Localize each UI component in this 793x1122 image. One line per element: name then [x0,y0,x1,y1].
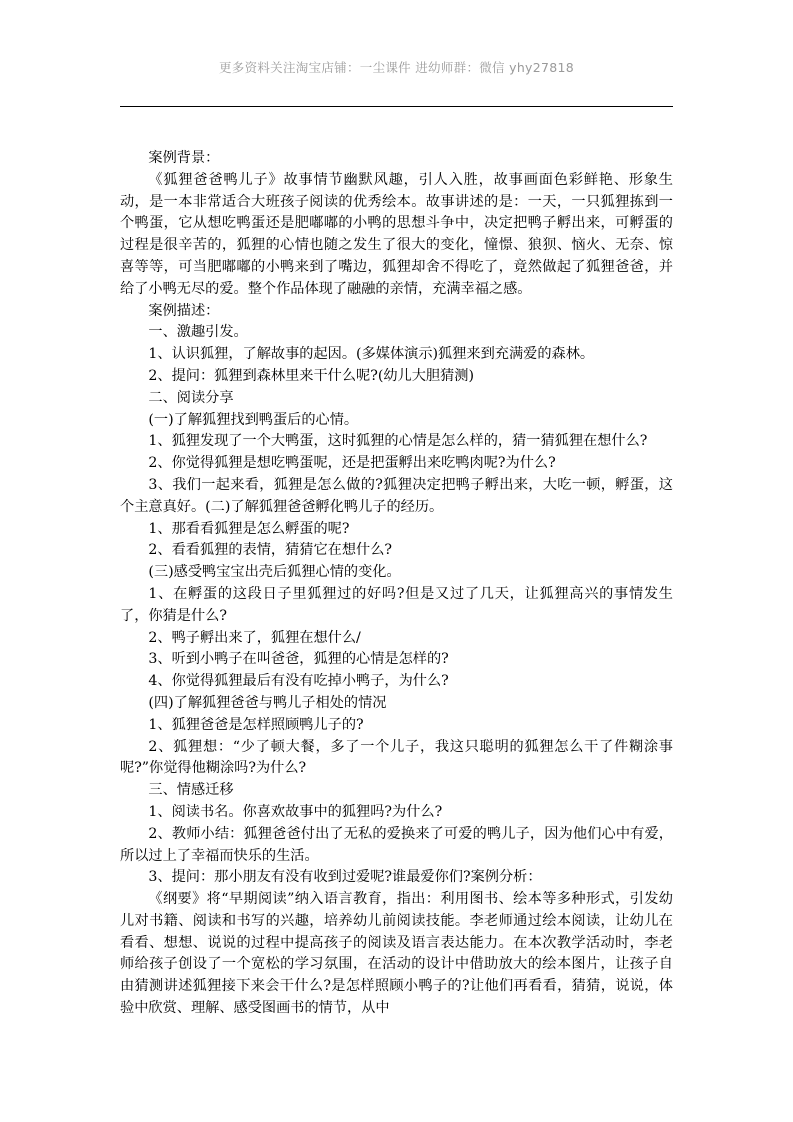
paragraph: 二、阅读分享 [148,389,234,406]
paragraph: 1、狐狸爸爸是怎样照顾鸭儿子的? [148,716,364,733]
header-divider [120,106,673,107]
paragraph: 《纲要》将“早期阅读”纳入语言教育，指出：利用图书、绘本等多种形式，引发幼儿对书籍、阅读和书写的兴趣，培养幼儿前阅读技能。李老师通过绘本阅读，让幼儿在看看、想想、说说的过程中提高孩子的阅读及语言表达能力。在本次教学活动时，李老师给孩子创设了一个宽松的学习氛围，在活动的设计中借助放大的绘本图片，让孩子自由猜测讲述狐狸接下来会干什么?是怎样照顾小鸭子的?让他们再看看，猜猜，说说，体验中欣赏、理解、感受图画书的情节，从中 [120,891,673,1017]
paragraph: 《狐狸爸爸鸭儿子》故事情节幽默风趣，引人入胜，故事画面色彩鲜艳、形象生动，是一本非常适合大班孩子阅读的优秀绘本。故事讲述的是：一天，一只狐狸拣到一个鸭蛋，它从想吃鸭蛋还是肥嘟嘟的小鸭的思想斗争中，决定把鸭子孵出来，可孵蛋的过程是很辛苦的，狐狸的心情也随之发生了很大的变化，憧憬、狼狈、恼火、无奈、惊喜等等，可当肥嘟嘟的小鸭来到了嘴边，狐狸却舍不得吃了，竟然做起了狐狸爸爸，并给了小鸭无尽的爱。整个作品体现了融融的亲情，充满幸福之感。 [120,171,673,297]
paragraph: 1、狐狸发现了一个大鸭蛋，这时狐狸的心情是怎么样的，猜一猜狐狸在想什么? [148,433,648,450]
paragraph: 三、情感迁移 [148,782,234,799]
paragraph: 2、鸭子孵出来了，狐狸在想什么/ [148,629,361,646]
paragraph: 一、激趣引发。 [148,324,248,341]
paragraph: 1、认识狐狸，了解故事的起因。(多媒体演示)狐狸来到充满爱的森林。 [148,346,595,363]
paragraph: 4、你觉得狐狸最后有没有吃掉小鸭子，为什么? [148,673,449,690]
paragraph: 2、教师小结：狐狸爸爸付出了无私的爱换来了可爱的鸭儿子，因为他们心中有爱，所以过上了幸福而快乐的生活。 [120,825,673,864]
page-header: 更多资料关注淘宝店铺：一尘课件 进幼师群：微信 yhy27818 [218,60,575,75]
paragraph: (四)了解狐狸爸爸与鸭儿子相处的情况 [148,694,387,711]
paragraph: 2、看看狐狸的表情，猜猜它在想什么? [148,542,393,559]
paragraph: (一)了解狐狸找到鸭蛋后的心情。 [148,411,359,428]
paragraph: 3、提问：那小朋友有没有收到过爱呢?谁最爱你们?案例分析： [148,869,542,886]
paragraph: (三)感受鸭宝宝出壳后狐狸心情的变化。 [148,564,401,581]
paragraph: 2、狐狸想：“少了顿大餐，多了一个儿子，我这只聪明的狐狸怎么干了件糊涂事呢?”你觉得他糊涂吗?为什么? [120,738,673,777]
paragraph: 2、你觉得狐狸是想吃鸭蛋呢，还是把蛋孵出来吃鸭肉呢?为什么? [148,455,556,472]
document-body [120,148,673,1020]
paragraph: 1、阅读书名。你喜欢故事中的狐狸吗?为什么? [148,803,443,820]
paragraph: 3、听到小鸭子在叫爸爸，狐狸的心情是怎样的? [148,651,449,668]
paragraph: 3、我们一起来看，狐狸是怎么做的?狐狸决定把鸭子孵出来，大吃一顿，孵蛋，这个主意真好。(二)了解狐狸爸爸孵化鸭儿子的经历。 [120,476,673,515]
paragraph: 1、那看看狐狸是怎么孵蛋的呢? [148,520,350,537]
paragraph: 案例描述： [148,302,220,319]
paragraph: 2、提问：狐狸到森林里来干什么呢?(幼儿大胆猜测) [148,367,475,384]
paragraph: 1、在孵蛋的这段日子里狐狸过的好吗?但是又过了几天，让狐狸高兴的事情发生了，你猜是什么? [120,585,673,624]
paragraph: 案例背景： [148,150,220,166]
